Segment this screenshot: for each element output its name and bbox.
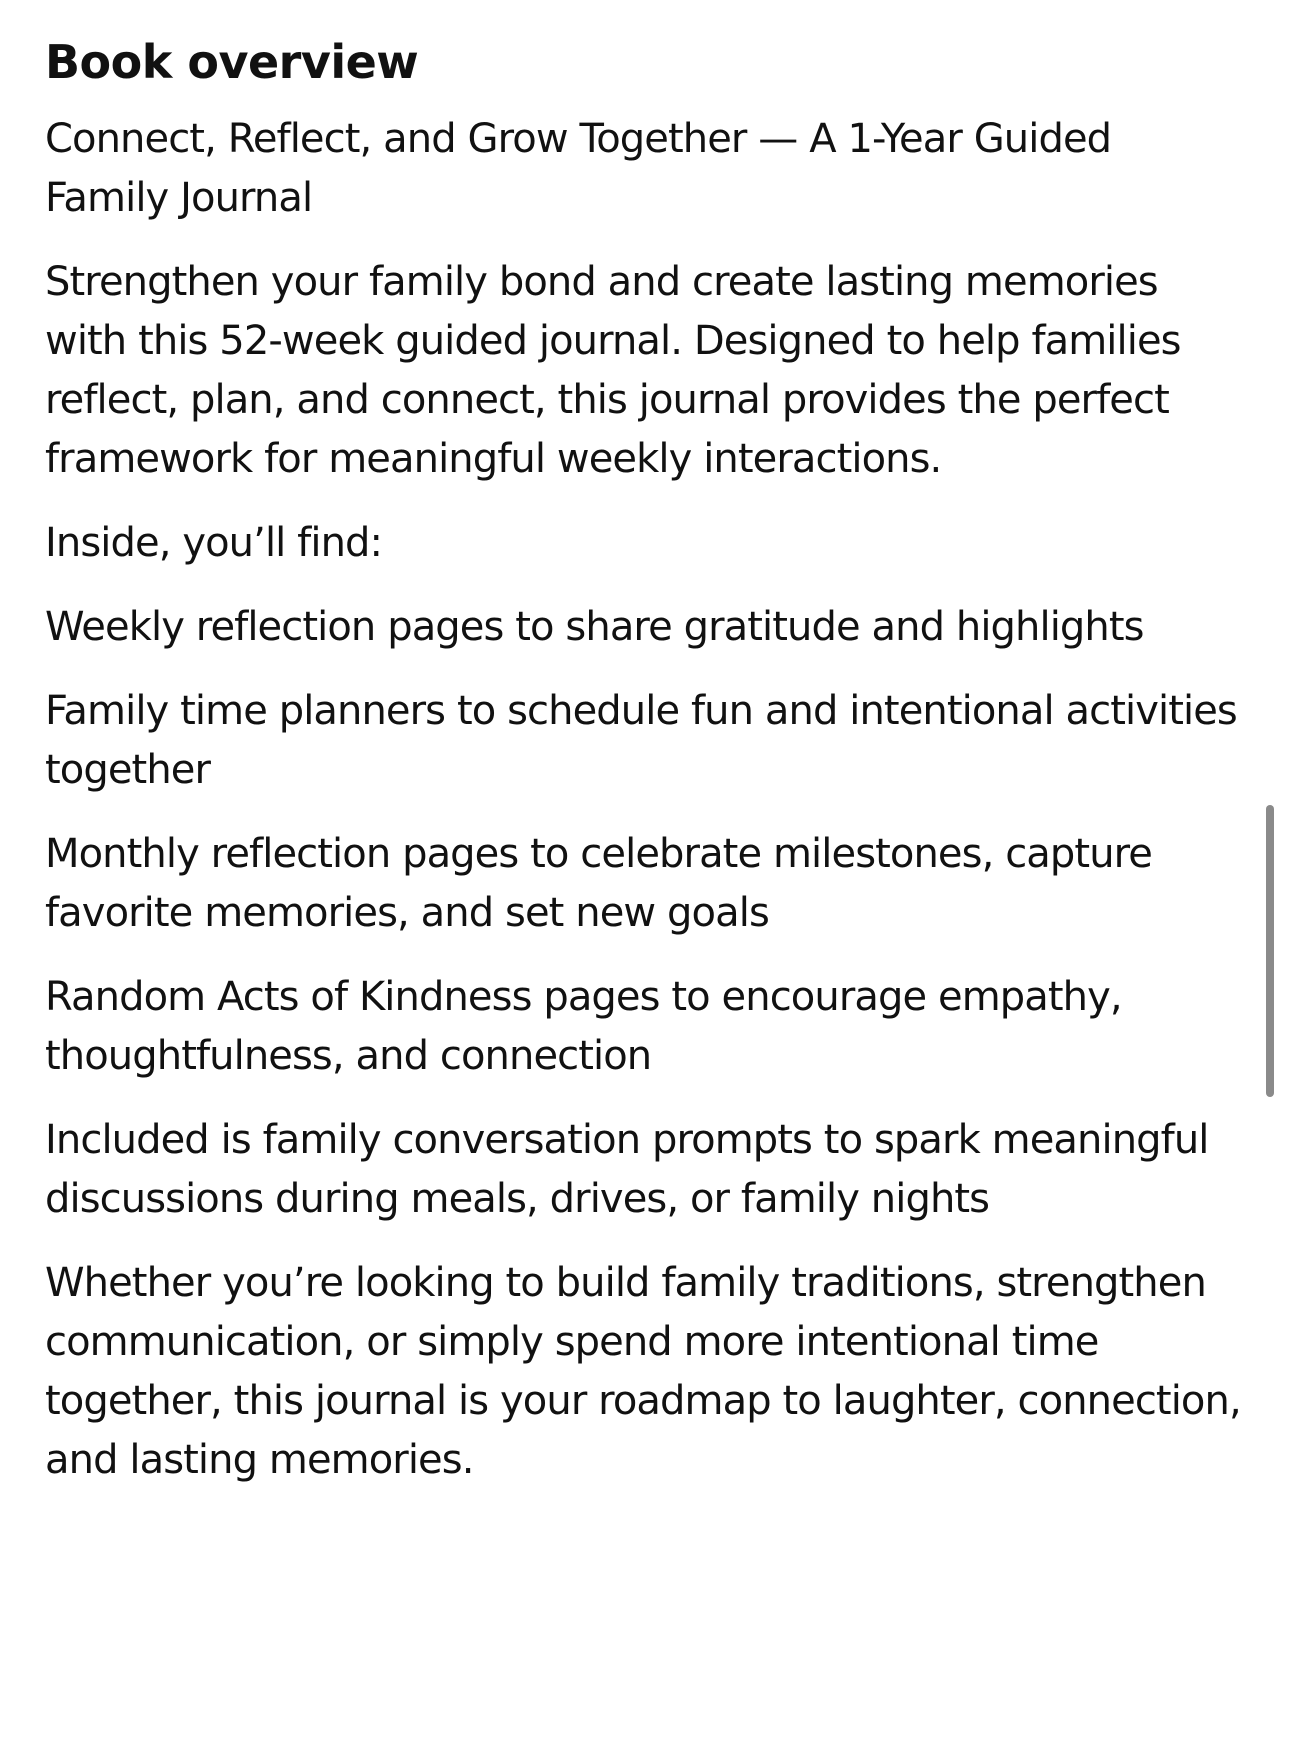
description-paragraph: Strengthen your family bond and create lasting memories with this 52-week guided journal. Designed to help families reflect, plan, and connect, this journal provides the perfect framework for meaningful weekly interactions.: [45, 259, 1181, 482]
vertical-scrollbar[interactable]: [1266, 805, 1274, 1097]
feature-monthly-reflection: Monthly reflection pages to celebrate milestones, capture favorite memories, and set new goals: [45, 831, 1153, 936]
inside-intro-paragraph: Inside, you’ll find:: [45, 520, 383, 566]
closing-paragraph: Whether you’re looking to build family traditions, strengthen communication, or simply spend more intentional time together, this journal is your roadmap to laughter, connection, and lasting memories.: [45, 1260, 1241, 1483]
feature-weekly-reflection: Weekly reflection pages to share gratitude and highlights: [45, 604, 1144, 650]
book-overview-section: [45, 22, 1245, 1490]
section-title: Book overview: [45, 35, 419, 89]
feature-random-acts-of-kindness: Random Acts of Kindness pages to encourage empathy, thoughtfulness, and connection: [45, 974, 1122, 1079]
feature-family-time-planners: Family time planners to schedule fun and intentional activities together: [45, 688, 1237, 793]
feature-conversation-prompts: Included is family conversation prompts to spark meaningful discussions during meals, drives, or family nights: [45, 1117, 1209, 1222]
subtitle-paragraph: Connect, Reflect, and Grow Together — A 1-Year Guided Family Journal: [45, 116, 1112, 221]
